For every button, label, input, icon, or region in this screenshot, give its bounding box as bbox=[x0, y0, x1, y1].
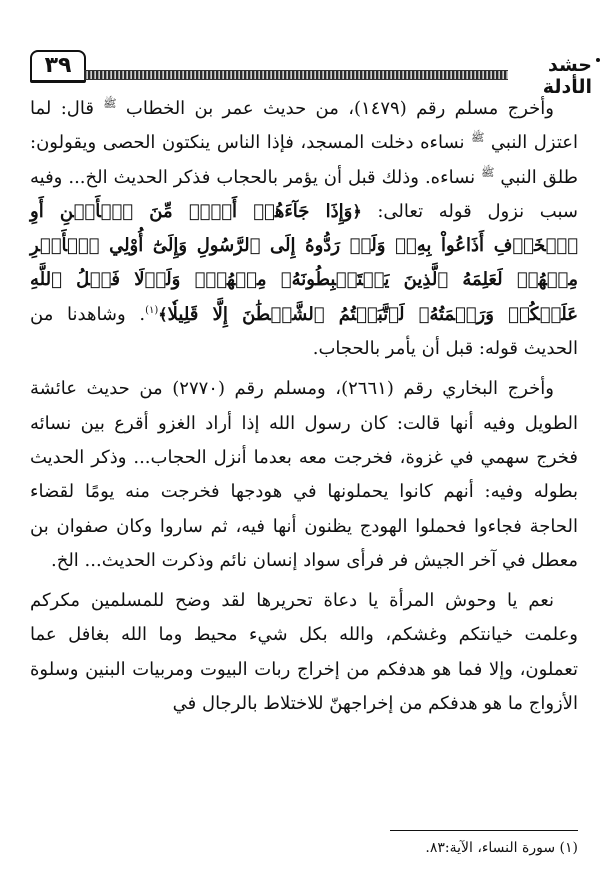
honorific-symbol: ﷺ bbox=[471, 131, 485, 145]
honorific-symbol: ﷺ bbox=[103, 97, 117, 110]
text-run: وأخرج مسلم رقم (١٤٧٩)، من حديث عمر بن الخطاب bbox=[116, 98, 554, 119]
text-run: قال: لما اعتزل النبي bbox=[30, 98, 578, 154]
page-header bbox=[22, 44, 592, 98]
running-title: حشد الأدلة bbox=[542, 54, 592, 98]
text-run: . وشاهدنا من الحديث قوله: قبل أن يأمر بالحجاب. bbox=[30, 303, 578, 360]
footnote-ref[interactable]: (١) bbox=[145, 304, 159, 316]
footnote-text: سورة النساء، الآية:٨٣. bbox=[425, 840, 556, 856]
footnote bbox=[38, 838, 578, 858]
text-run: نساءه دخلت المسجد، فإذا الناس ينكتون الحصى ويقولون: طلق النبي bbox=[30, 132, 578, 188]
main-text bbox=[30, 92, 578, 727]
margin-mark bbox=[596, 58, 600, 62]
honorific-symbol: ﷺ bbox=[481, 165, 495, 179]
paragraph-muslim-hadith bbox=[30, 92, 578, 366]
footnote-divider bbox=[390, 830, 578, 831]
text-run: نساءه. وذلك قبل أن يؤمر بالحجاب فذكر الحديث الخ... وفيه سبب نزول قوله تعالى: bbox=[30, 166, 578, 222]
quran-open-bracket: ﴿ bbox=[352, 201, 362, 221]
header-ornament-rule bbox=[84, 70, 508, 80]
page-number: ٣٩ bbox=[30, 50, 86, 83]
quran-close-bracket: ﴾ bbox=[158, 304, 168, 324]
paragraph-commentary: نعم يا وحوش المرأة يا دعاة تحريرها لقد وضح للمسلمين مكركم وعلمت خيانتكم وغشكم، والله بكل شيء محيط وما الله بغافل عما تعملون، وإلا فما هو هدفكم من إخراج ربات البيوت ومربيات البنين وسلوة الأزواج ما هو هدفكم من إخراجهنّ للاختلاط بالرجال في bbox=[30, 590, 578, 715]
paragraph-bukhari-hadith: وأخرج البخاري رقم (٢٦٦١)، ومسلم رقم (٢٧٧٠) من حديث عائشة الطويل وفيه أنها قالت: كان رسول الله إذا أراد الغزو أقرع بين نسائه فخرج سهمي في غزوة، فخرجت معه بعدما أنزل الحجاب... وذكر الحديث بطوله وفيه: أنهم كانوا يحملونها في هودجها فخرجت منه يومًا لقضاء الحاجة فجاءوا فحملوا الهودج يظنون أنها فيه، ثم ساروا وكان صفوان بن معطل في آخر الجيش فر فرأى سواد إنسان نائم وذكرت الحديث... الخ. bbox=[30, 378, 578, 571]
footnote-number: (١) bbox=[559, 840, 578, 856]
quran-verse: وَإِذَا جَآءَهُمۡ أَمۡرٞ مِّنَ ٱلۡأَمۡنِ أَوِ ٱلۡخَوۡفِ أَذَاعُواْ بِهِۦۖ وَلَوۡ رَدُّوهُ إِلَى ٱلرَّسُولِ وَإِلَىٰٓ أُوْلِي ٱلۡأَمۡرِ مِنۡهُمۡ لَعَلِمَهُ ٱلَّذِينَ يَسۡتَنۢبِطُونَهُۥ مِنۡهُمۡۗ وَلَوۡلَا فَضۡلُ ٱللَّهِ عَلَيۡكُمۡ وَرَحۡمَتُهُۥ لَٱتَّبَعۡتُمُ ٱلشَّيۡطَٰنَ إِلَّا قَلِيلٗا bbox=[30, 200, 578, 325]
